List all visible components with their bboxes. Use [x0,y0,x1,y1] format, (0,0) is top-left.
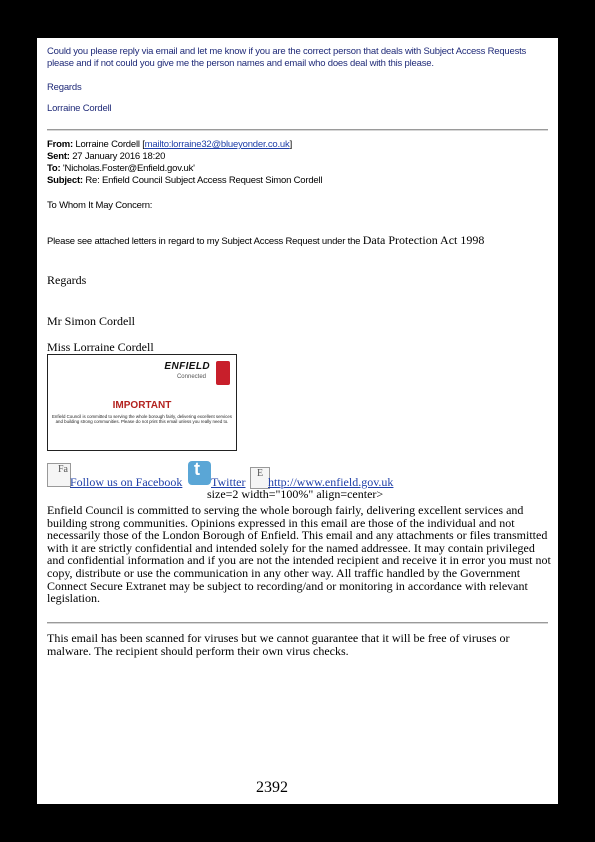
twitter-icon[interactable]: t [188,461,211,485]
to-label: To: [47,163,61,174]
virus-notice: This email has been scanned for viruses but we cannot guarantee that it will be free of viruses or malware. The recipient should perform their own virus checks. [47,631,510,658]
document-page [37,38,558,804]
from-name: Lorraine Cordell [ [75,139,145,150]
from-close: ] [289,139,293,150]
page-number: 2392 [256,779,288,796]
facebook-icon[interactable] [47,463,71,487]
to-row [47,163,322,175]
from-label: From: [47,139,73,150]
sent-row [47,151,322,163]
facebook-link[interactable]: Follow us on Facebook [70,475,183,489]
banner-brand: ENFIELD [164,361,210,372]
sender-name: Lorraine Cordell [47,103,112,114]
subject-label: Subject: [47,175,83,186]
facebook-alt-text: Fa [58,464,68,475]
signature-lorraine: Miss Lorraine Cordell [47,340,154,354]
to-value: 'Nicholas.Foster@Enfield.gov.uk' [62,163,195,174]
banner-heading: IMPORTANT [112,400,172,411]
important-banner-image [47,354,237,451]
body-text: Please see attached letters in regard to my Subject Access Request under the [47,236,361,247]
body-act-name: Data Protection Act 1998 [362,233,485,247]
sent-label: Sent: [47,151,70,162]
from-row [47,139,322,151]
sent-value: 27 January 2016 18:20 [72,151,166,162]
subject-value: Re: Enfield Council Subject Access Request Simon Cordell [85,175,323,186]
legal-disclaimer: Enfield Council is committed to serving the whole borough fairly, delivering excellent services and building strong communities. Opinions expressed in this email are those of the individual and not necessarily those of the London Borough of Enfield. This email and any attachments or files transmitted with it are strictly confidential and intended solely for the named addressee. It may contain privileged and confidential information and if you are not the intended recipient and receive it in error you must not copy, distribute or use the communication in any other way. All traffic handled by the Government Connect Secure Extranet may be subject to recording/and or monitoring in accordance with relevant legislation. [47,503,551,606]
enfield-web-icon[interactable] [250,467,270,489]
raw-html-attribute-text: size=2 width="100%" align=center> [207,487,384,501]
salutation: To Whom It May Concern: [47,200,153,211]
enfield-logo-icon [216,361,230,385]
regards-line: Regards [47,82,82,93]
from-email-link[interactable]: mailto:lorraine32@blueyonder.co.uk [144,139,290,150]
web-alt-text: E [257,468,264,479]
banner-fine-print: Enfield Council is committed to serving the whole borough fairly, delivering excellent services and building strong communities. Please do not print this email unless you really need to. [51,414,233,425]
twitter-link[interactable]: Twitter [211,475,246,489]
regards-line-2: Regards [47,273,87,287]
banner-brand-sub: Connected [176,374,206,380]
intro-paragraph: Could you please reply via email and let me know if you are the correct person that deals with Subject Access Requests please and if not could you give me the person names and email who does deal with this please. [47,46,527,69]
signature-simon: Mr Simon Cordell [47,314,136,328]
email-header [47,139,322,187]
subject-row [47,175,322,187]
website-link[interactable]: http://www.enfield.gov.uk [268,475,394,489]
header-divider [47,129,548,131]
disclaimer-divider [47,622,548,624]
body-paragraph [47,233,484,248]
